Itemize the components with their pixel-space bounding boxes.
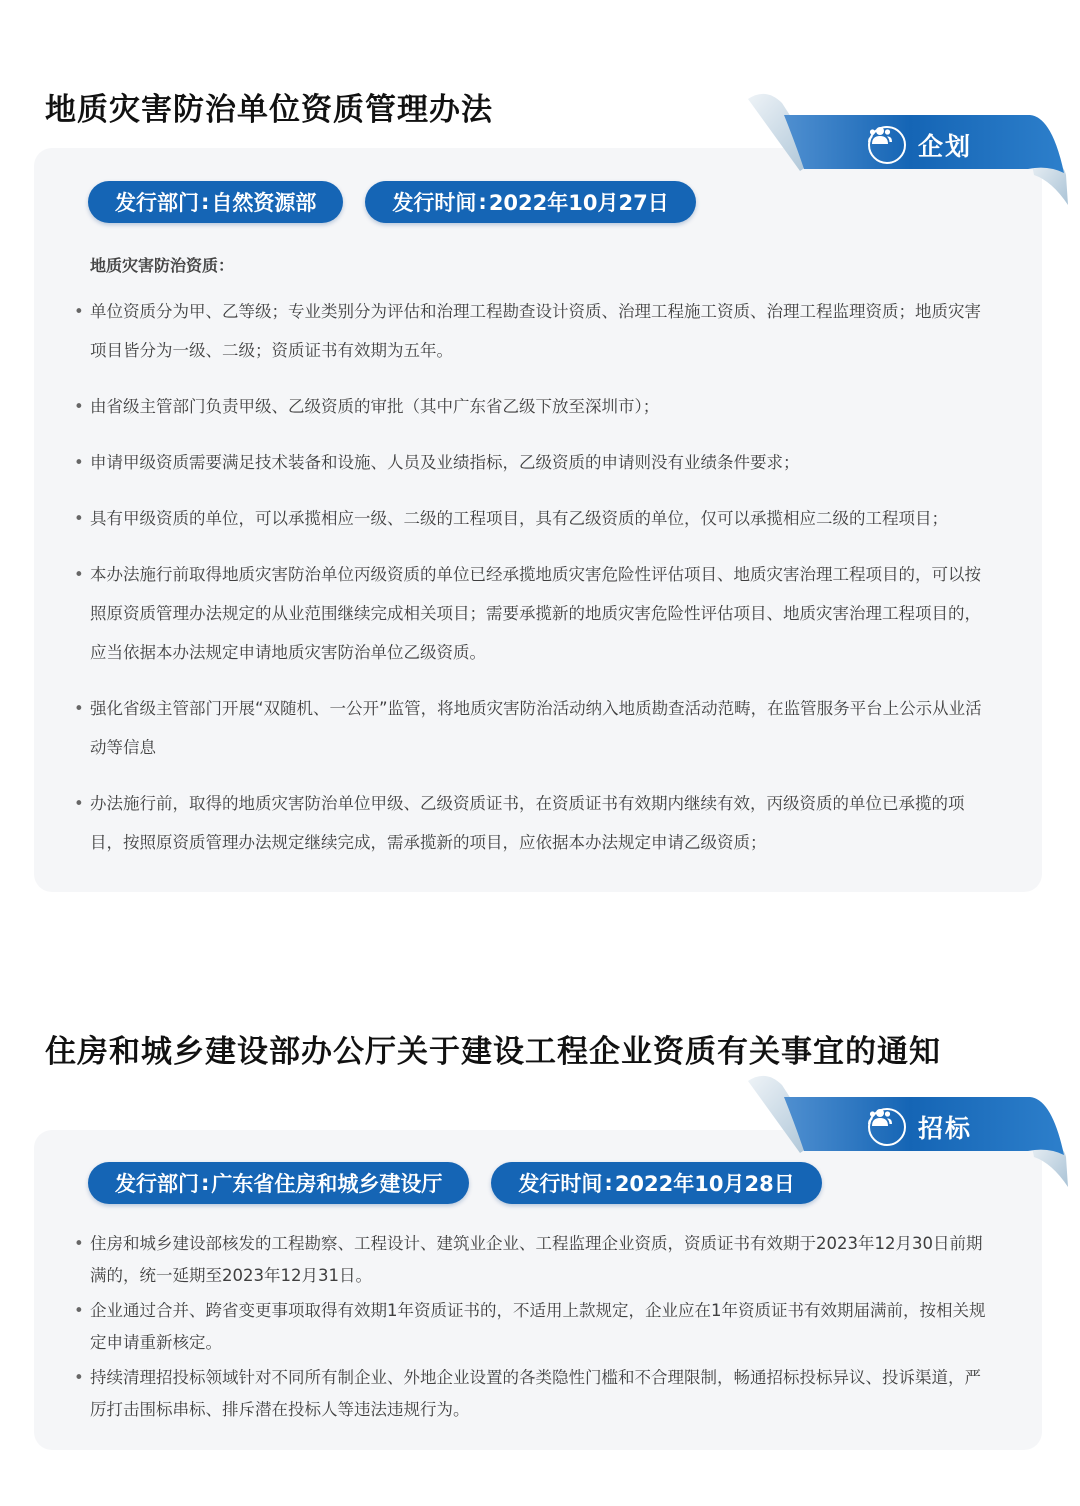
- bullet-icon: •: [74, 1301, 84, 1320]
- bullet-icon: •: [74, 509, 84, 528]
- issuer-value: 广东省住房和城乡建设厅: [211, 1172, 443, 1196]
- list-item-text: 由省级主管部门负责甲级、乙级资质的审批（其中广东省乙级下放至深圳市）；: [90, 397, 660, 416]
- list-item-text: 办法施行前，取得的地质灾害防治单位甲级、乙级资质证书，在资质证书有效期内继续有效，丙级资质的单位已承揽的项目，按照原资质管理办法规定继续完成，需承揽新的项目，应依据本办法规定申请乙级资质；: [90, 794, 965, 852]
- list-item: [74, 555, 994, 672]
- list-item-text: 企业通过合并、跨省变更事项取得有效期1年资质证书的，不适用上款规定，企业应在1年资质证书有效期届满前，按相关规定申请重新核定。: [90, 1301, 986, 1352]
- list-item: [74, 689, 994, 767]
- list-item-text: 住房和城乡建设部核发的工程勘察、工程设计、建筑业企业、工程监理企业资质，资质证书有效期于2023年12月30日前期满的，统一延期至2023年12月31日。: [90, 1234, 983, 1285]
- list-item: [74, 1228, 994, 1292]
- ribbon-content: [868, 125, 972, 165]
- ribbon-label: 招标: [918, 1114, 973, 1143]
- list-item-text: 具有甲级资质的单位，可以承揽相应一级、二级的工程项目，具有乙级资质的单位，仅可以承揽相应二级的工程项目；: [90, 509, 948, 528]
- list-item: [74, 292, 994, 370]
- date-label: 发行时间: [518, 1172, 603, 1196]
- issuer-label: 发行部门: [115, 191, 199, 215]
- subheading: 地质灾害防治资质：: [90, 256, 235, 275]
- date-pill: 发行时间 : 2022年10月27日: [365, 181, 695, 223]
- ribbon-content: [868, 1107, 972, 1147]
- bullet-icon: •: [74, 565, 84, 584]
- bullet-list: [74, 292, 994, 879]
- users-icon: [868, 126, 906, 164]
- list-item: [74, 1295, 994, 1359]
- issuer-pill: 发行部门 : 广东省住房和城乡建设厅: [88, 1162, 469, 1204]
- section-title: 地质灾害防治单位资质管理办法: [45, 92, 493, 128]
- list-item: [74, 1362, 994, 1426]
- bullet-icon: •: [74, 302, 84, 321]
- bullet-icon: •: [74, 453, 84, 472]
- date-value: 2022年10月28日: [614, 1172, 795, 1196]
- bullet-icon: •: [74, 1234, 84, 1253]
- list-item-text: 单位资质分为甲、乙等级；专业类别分为评估和治理工程勘查设计资质、治理工程施工资质、治理工程监理资质；地质灾害项目皆分为一级、二级；资质证书有效期为五年。: [90, 302, 981, 360]
- list-item: [74, 499, 994, 538]
- bullet-icon: •: [74, 397, 84, 416]
- ribbon-label: 企划: [918, 132, 973, 161]
- list-item-text: 申请甲级资质需要满足技术装备和设施、人员及业绩指标，乙级资质的申请则没有业绩条件要求；: [90, 453, 800, 472]
- list-item: [74, 387, 994, 426]
- list-item-text: 持续清理招投标领域针对不同所有制企业、外地企业设置的各类隐性门槛和不合理限制，畅通招标投标异议、投诉渠道，严厉打击围标串标、排斥潜在投标人等违法违规行为。: [90, 1368, 981, 1419]
- issuer-value: 自然资源部: [211, 191, 317, 215]
- bullet-icon: •: [74, 794, 84, 813]
- users-icon: [868, 1108, 906, 1146]
- bullet-icon: •: [74, 699, 84, 718]
- issuer-pill: 发行部门 : 自然资源部: [88, 181, 343, 223]
- category-ribbon: [700, 85, 1080, 215]
- date-label: 发行时间: [392, 191, 477, 215]
- issuer-label: 发行部门: [115, 1172, 199, 1196]
- list-item: [74, 784, 994, 862]
- date-value: 2022年10月27日: [488, 191, 669, 215]
- date-pill: 发行时间 : 2022年10月28日: [491, 1162, 821, 1204]
- meta-pills: [88, 1162, 822, 1204]
- list-item: [74, 443, 994, 482]
- bullet-icon: •: [74, 1368, 84, 1387]
- section-title: 住房和城乡建设部办公厅关于建设工程企业资质有关事宜的通知: [45, 1034, 941, 1070]
- meta-pills: [88, 181, 696, 223]
- list-item-text: 强化省级主管部门开展“双随机、一公开”监管，将地质灾害防治活动纳入地质勘查活动范畴，在监管服务平台上公示从业活动等信息: [90, 699, 982, 757]
- list-item-text: 本办法施行前取得地质灾害防治单位丙级资质的单位已经承揽地质灾害危险性评估项目、地质灾害治理工程项目的，可以按照原资质管理办法规定的从业范围继续完成相关项目；需要承揽新的地质灾害危险性评估项目、地质灾害治理工程项目的，应当依据本办法规定申请地质灾害防治单位乙级资质。: [90, 565, 981, 662]
- bullet-list: [74, 1228, 994, 1429]
